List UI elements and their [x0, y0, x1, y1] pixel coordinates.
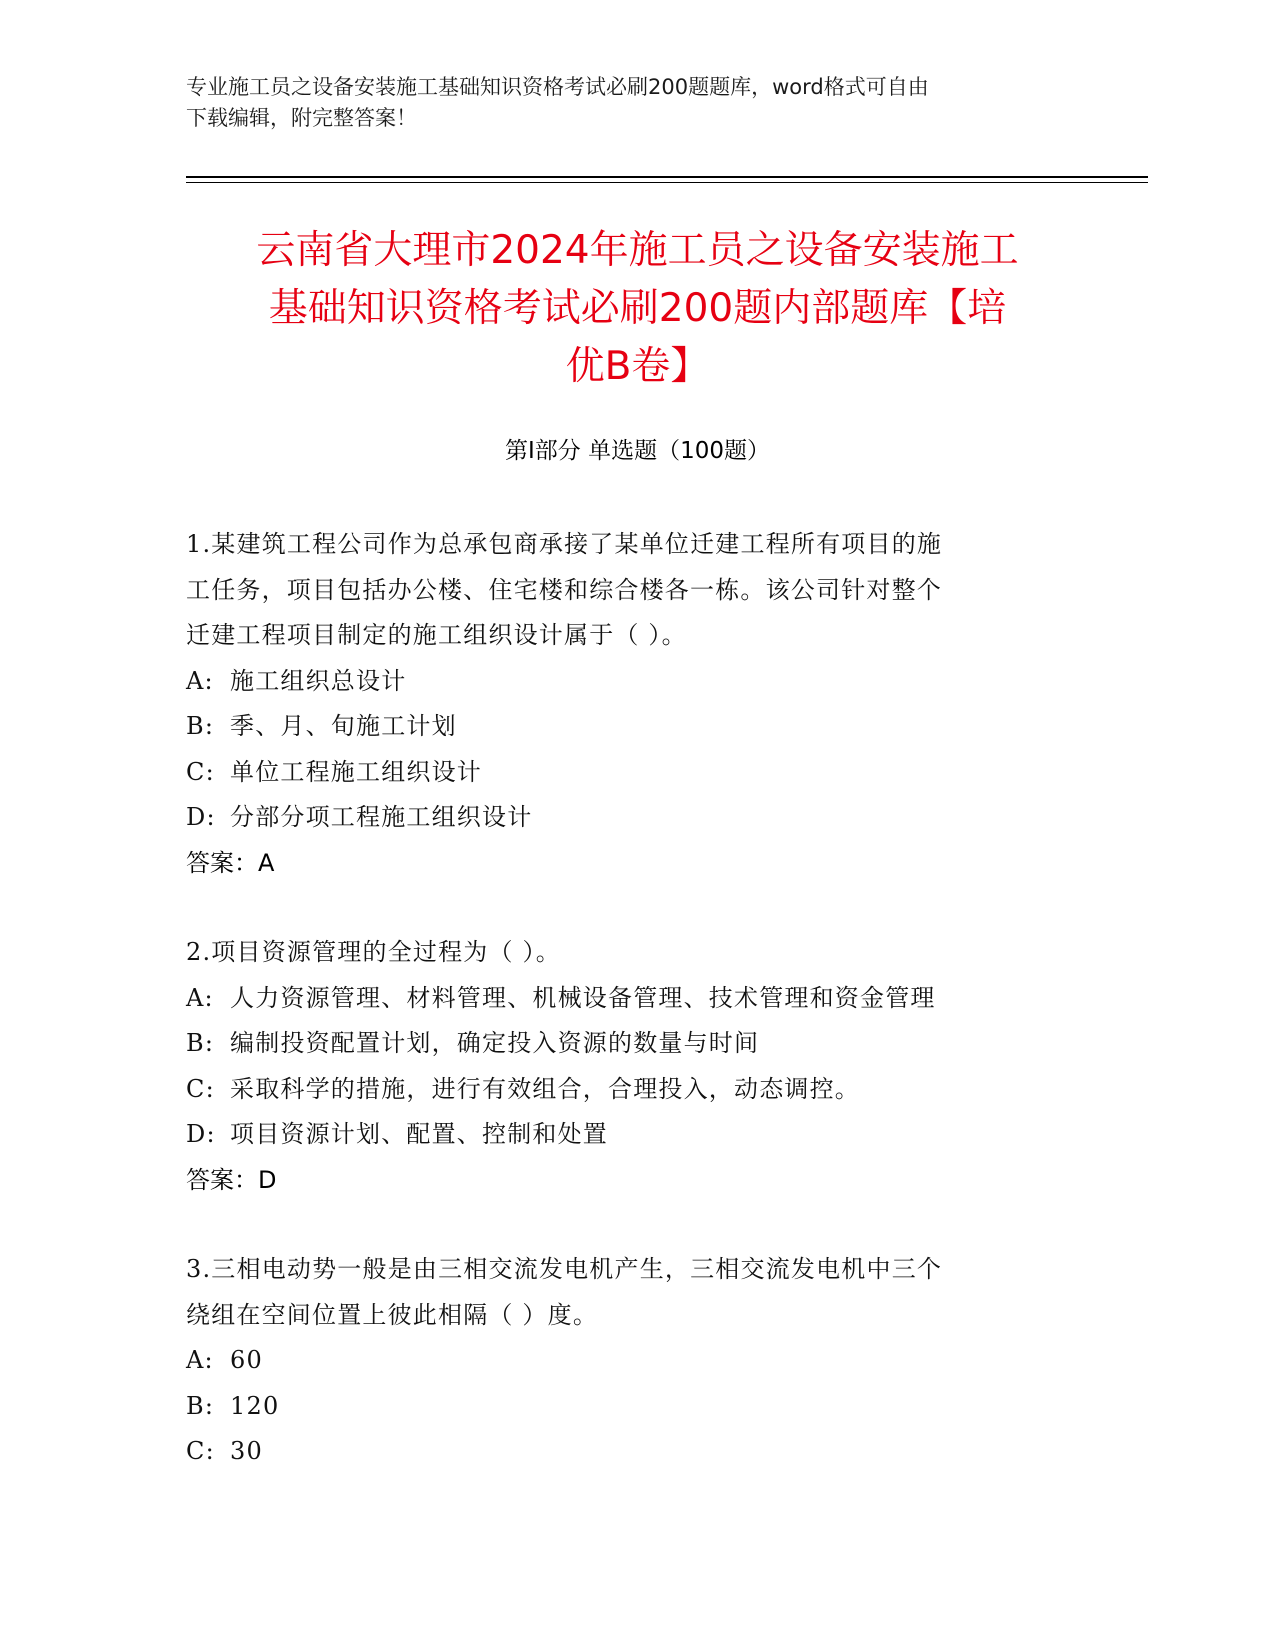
option-text: 季、月、旬施工计划 [230, 712, 457, 740]
option-text: 60 [230, 1346, 263, 1374]
title-line: 云南省大理市2024年施工员之设备安装施工 [256, 228, 1019, 273]
option-key: A: [186, 666, 214, 695]
document-title [150, 222, 1125, 396]
question-option [186, 1067, 1066, 1113]
title-line: 基础知识资格考试必刷200题内部题库【培 [268, 286, 1007, 331]
question-option [186, 750, 1066, 796]
question-option [186, 1384, 1066, 1430]
option-key: A: [186, 983, 214, 1012]
option-text: 分部分项工程施工组织设计 [230, 803, 533, 831]
question-answer: 答案：D [186, 1165, 277, 1194]
option-text: 采取科学的措施，进行有效组合，合理投入，动态调控。 [230, 1074, 860, 1103]
option-key: B: [186, 712, 215, 740]
question-option [186, 976, 1066, 1022]
option-text: 人力资源管理、材料管理、机械设备管理、技术管理和资金管理 [230, 983, 936, 1012]
question-stem-line: 2.项目资源管理的全过程为（ ）。 [186, 938, 561, 966]
option-text: 120 [230, 1391, 280, 1420]
section-heading: 第Ⅰ部分 单选题（100题） [505, 438, 770, 464]
question-option [186, 795, 1066, 841]
option-key: C: [186, 1437, 215, 1465]
option-key: D: [186, 803, 216, 831]
option-key: C: [186, 1074, 215, 1103]
question-item [186, 1247, 1066, 1475]
question-option [186, 659, 1066, 705]
option-text: 单位工程施工组织设计 [230, 757, 482, 786]
option-key: D: [186, 1120, 216, 1148]
header-note-line: 下载编辑，附完整答案！ [186, 106, 417, 130]
question-stem-line: 1.某建筑工程公司作为总承包商承接了某单位迁建工程所有项目的施 [186, 530, 943, 558]
question-option [186, 704, 1066, 750]
question-option [186, 1112, 1066, 1158]
option-key: C: [186, 757, 215, 786]
question-item [186, 930, 1066, 1203]
question-stem-line: 工任务，项目包括办公楼、住宅楼和综合楼各一栋。该公司针对整个 [186, 575, 942, 604]
option-key: B: [186, 1029, 215, 1057]
option-key: A: [186, 1346, 214, 1374]
question-answer: 答案：A [186, 848, 275, 877]
header-divider-thin [186, 182, 1148, 183]
option-text: 施工组织总设计 [230, 666, 407, 695]
option-text: 项目资源计划、配置、控制和处置 [230, 1120, 608, 1148]
question-list [186, 522, 1066, 1519]
header-note [186, 72, 1066, 134]
question-stem-line: 3.三相电动势一般是由三相交流发电机产生，三相交流发电机中三个 [186, 1255, 943, 1283]
question-option [186, 1429, 1066, 1475]
question-option [186, 1338, 1066, 1384]
question-item [186, 522, 1066, 886]
question-option [186, 1021, 1066, 1067]
option-text: 30 [230, 1437, 263, 1465]
header-divider-thick [186, 176, 1148, 178]
question-stem-line: 绕组在空间位置上彼此相隔（ ）度。 [186, 1300, 599, 1329]
option-text: 编制投资配置计划，确定投入资源的数量与时间 [230, 1029, 760, 1057]
option-key: B: [186, 1391, 215, 1420]
header-note-line: 专业施工员之设备安装施工基础知识资格考试必刷200题题库，word格式可自由 [186, 75, 929, 99]
question-stem-line: 迁建工程项目制定的施工组织设计属于（ ）。 [186, 621, 687, 649]
title-line: 优B卷】 [565, 344, 710, 389]
